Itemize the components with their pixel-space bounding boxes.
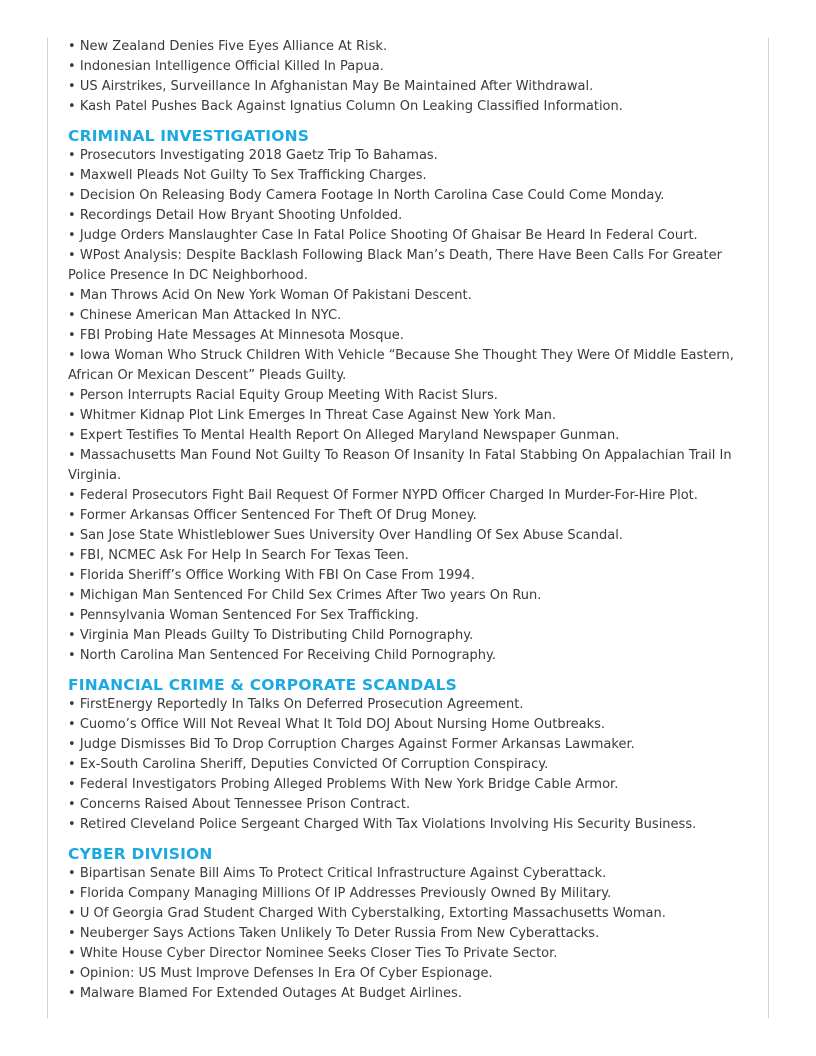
section-financial-crime	[68, 675, 748, 835]
list-item[interactable]: • Michigan Man Sentenced For Child Sex Crimes After Two years On Run.	[68, 586, 748, 606]
list-item[interactable]: • FirstEnergy Reportedly In Talks On Deferred Prosecution Agreement.	[68, 695, 748, 715]
section-title: CRIMINAL INVESTIGATIONS	[68, 127, 310, 145]
list-item[interactable]: • Florida Sheriff’s Office Working With FBI On Case From 1994.	[68, 566, 748, 586]
list-item[interactable]: • Florida Company Managing Millions Of IP Addresses Previously Owned By Military.	[68, 884, 748, 904]
list-item[interactable]: • Ex-South Carolina Sheriff, Deputies Convicted Of Corruption Conspiracy.	[68, 755, 748, 775]
newsletter-content	[68, 37, 748, 1004]
list-item[interactable]: • Person Interrupts Racial Equity Group Meeting With Racist Slurs.	[68, 386, 748, 406]
list-item[interactable]: • Pennsylvania Woman Sentenced For Sex Trafficking.	[68, 606, 748, 626]
list-item[interactable]: • Chinese American Man Attacked In NYC.	[68, 306, 748, 326]
section-cyber-division	[68, 844, 748, 1004]
list-item[interactable]: • White House Cyber Director Nominee Seeks Closer Ties To Private Sector.	[68, 944, 748, 964]
list-item[interactable]: • Federal Prosecutors Fight Bail Request Of Former NYPD Officer Charged In Murder-For-Hire Plot.	[68, 486, 748, 506]
list-item[interactable]: • Cuomo’s Office Will Not Reveal What It Told DOJ About Nursing Home Outbreaks.	[68, 715, 748, 735]
list-item[interactable]: • Recordings Detail How Bryant Shooting Unfolded.	[68, 206, 748, 226]
list-item[interactable]: • Malware Blamed For Extended Outages At Budget Airlines.	[68, 984, 748, 1004]
list-item[interactable]: • Man Throws Acid On New York Woman Of Pakistani Descent.	[68, 286, 748, 306]
section-criminal-investigations	[68, 126, 748, 666]
list-item[interactable]: • Judge Dismisses Bid To Drop Corruption Charges Against Former Arkansas Lawmaker.	[68, 735, 748, 755]
list-item[interactable]: • FBI Probing Hate Messages At Minnesota Mosque.	[68, 326, 748, 346]
list-item[interactable]: • U Of Georgia Grad Student Charged With Cyberstalking, Extorting Massachusetts Woman.	[68, 904, 748, 924]
list-item[interactable]: • Retired Cleveland Police Sergeant Charged With Tax Violations Involving His Security Business.	[68, 815, 748, 835]
intro-list	[68, 37, 748, 117]
list-item[interactable]: • Opinion: US Must Improve Defenses In Era Of Cyber Espionage.	[68, 964, 748, 984]
list-item[interactable]: • Prosecutors Investigating 2018 Gaetz Trip To Bahamas.	[68, 146, 748, 166]
list-item[interactable]: • Kash Patel Pushes Back Against Ignatius Column On Leaking Classified Information.	[68, 97, 748, 117]
list-item[interactable]: • Concerns Raised About Tennessee Prison Contract.	[68, 795, 748, 815]
list-item[interactable]: • Bipartisan Senate Bill Aims To Protect Critical Infrastructure Against Cyberattack.	[68, 864, 748, 884]
list-item[interactable]: • Indonesian Intelligence Official Killed In Papua.	[68, 57, 748, 77]
list-item[interactable]: • Decision On Releasing Body Camera Footage In North Carolina Case Could Come Monday.	[68, 186, 748, 206]
list-item[interactable]: • Whitmer Kidnap Plot Link Emerges In Threat Case Against New York Man.	[68, 406, 748, 426]
list-item[interactable]: • Expert Testifies To Mental Health Report On Alleged Maryland Newspaper Gunman.	[68, 426, 748, 446]
list-item[interactable]: • Judge Orders Manslaughter Case In Fatal Police Shooting Of Ghaisar Be Heard In Federal Court.	[68, 226, 748, 246]
list-item[interactable]: • Massachusetts Man Found Not Guilty To Reason Of Insanity In Fatal Stabbing On Appalachian Trail In Virginia.	[68, 446, 748, 486]
list-item[interactable]: • FBI, NCMEC Ask For Help In Search For Texas Teen.	[68, 546, 748, 566]
list-item[interactable]: • San Jose State Whistleblower Sues University Over Handling Of Sex Abuse Scandal.	[68, 526, 748, 546]
list-item[interactable]: • Iowa Woman Who Struck Children With Vehicle “Because She Thought They Were Of Middle Eastern, African Or Mexican Descent” Pleads Guilty.	[68, 346, 748, 386]
list-item[interactable]: • Former Arkansas Officer Sentenced For Theft Of Drug Money.	[68, 506, 748, 526]
section-title: CYBER DIVISION	[68, 845, 213, 863]
list-item[interactable]: • Federal Investigators Probing Alleged Problems With New York Bridge Cable Armor.	[68, 775, 748, 795]
section-title: FINANCIAL CRIME & CORPORATE SCANDALS	[68, 676, 458, 694]
list-item[interactable]: • Neuberger Says Actions Taken Unlikely To Deter Russia From New Cyberattacks.	[68, 924, 748, 944]
list-item[interactable]: • US Airstrikes, Surveillance In Afghanistan May Be Maintained After Withdrawal.	[68, 77, 748, 97]
list-item[interactable]: • WPost Analysis: Despite Backlash Following Black Man’s Death, There Have Been Calls For Greater Police Presence In DC Neighborhood.	[68, 246, 748, 286]
list-item[interactable]: • New Zealand Denies Five Eyes Alliance At Risk.	[68, 37, 748, 57]
list-item[interactable]: • North Carolina Man Sentenced For Receiving Child Pornography.	[68, 646, 748, 666]
list-item[interactable]: • Maxwell Pleads Not Guilty To Sex Trafficking Charges.	[68, 166, 748, 186]
list-item[interactable]: • Virginia Man Pleads Guilty To Distributing Child Pornography.	[68, 626, 748, 646]
